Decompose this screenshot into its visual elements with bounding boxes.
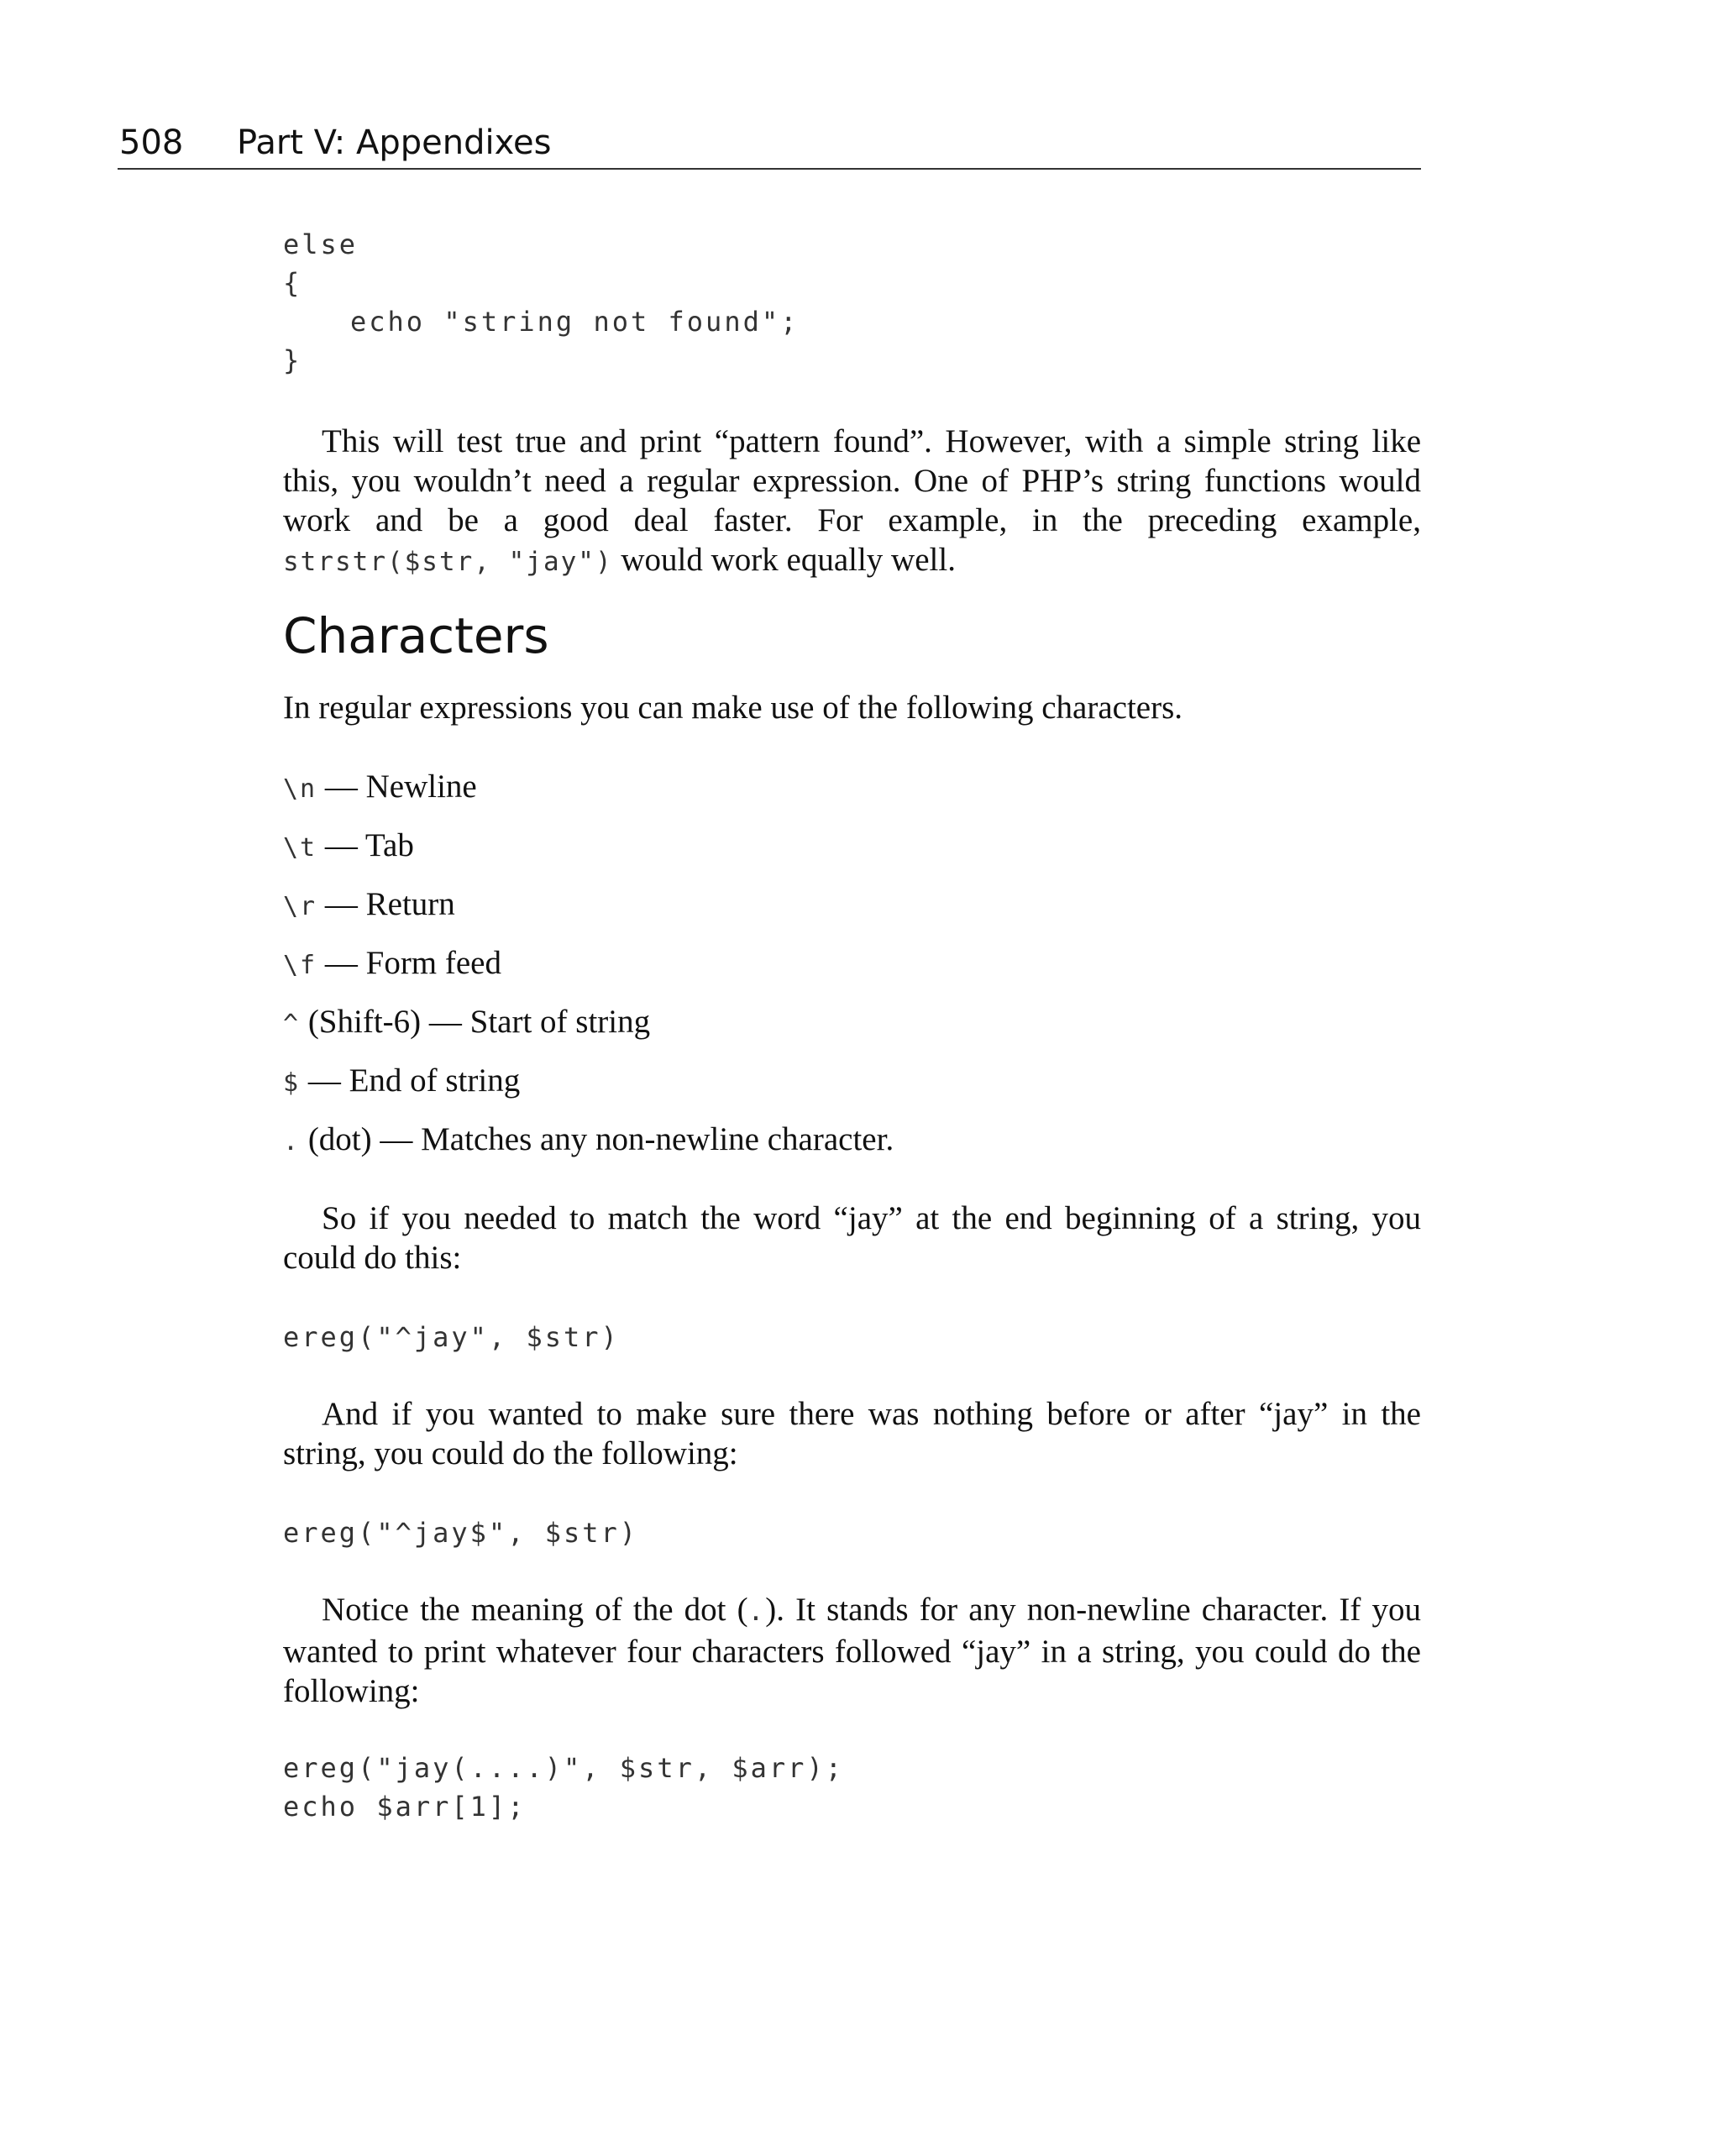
- paragraph-text: would work equally well.: [612, 542, 956, 578]
- char-symbol: .: [283, 1127, 301, 1157]
- paragraph-nothing-before-after: And if you wanted to make sure there was nothing before or after “jay” in the string, you could do the following:: [283, 1396, 1421, 1471]
- code-line: ereg("jay(....)", $str, $arr);: [283, 1752, 844, 1784]
- code-line: ereg("^jay$", $str): [283, 1517, 639, 1549]
- list-item: [283, 1060, 520, 1104]
- list-item: [283, 1119, 894, 1163]
- char-symbol: \f: [283, 951, 317, 980]
- char-symbol: \n: [283, 774, 317, 804]
- char-symbol: \r: [283, 892, 317, 921]
- list-item: [283, 825, 414, 869]
- char-symbol: ^: [283, 1010, 301, 1039]
- section-intro: In regular expressions you can make use of the following characters.: [283, 690, 1183, 726]
- list-item: [283, 1001, 650, 1046]
- code-block-else: [283, 225, 799, 380]
- char-description: — Form feed: [317, 945, 501, 981]
- page-number: 508: [119, 123, 184, 162]
- paragraph-dot-meaning: [283, 1590, 1421, 1711]
- list-item: [283, 942, 501, 987]
- paragraph-match-jay: So if you needed to match the word “jay” at the end beginning of a string, you could do this:: [283, 1200, 1421, 1276]
- code-line: ereg("^jay", $str): [283, 1321, 620, 1353]
- char-symbol: $: [283, 1068, 301, 1098]
- code-line: echo $arr[1];: [283, 1791, 527, 1823]
- list-item: [283, 884, 455, 928]
- list-item: [283, 766, 477, 810]
- paragraph-text: ). It stands for any non-newline character. If you wanted to print whatever four characters followed “jay” in a string, you could do the following:: [283, 1592, 1421, 1709]
- code-line: }: [283, 344, 302, 376]
- code-line: else: [283, 228, 359, 260]
- inline-code: strstr($str, "jay"): [283, 547, 613, 577]
- char-symbol: \t: [283, 833, 317, 863]
- inline-code: .: [747, 1597, 766, 1627]
- char-description: — Return: [317, 886, 455, 922]
- char-description: — Newline: [317, 769, 477, 805]
- paragraph-pattern-found: [283, 422, 1421, 582]
- paragraph-text: Notice the meaning of the dot (: [322, 1592, 748, 1628]
- code-line: {: [283, 267, 302, 299]
- char-description: — End of string: [300, 1062, 521, 1099]
- running-title: Part V: Appendixes: [237, 123, 552, 162]
- char-description: (dot) — Matches any non-newline character.: [300, 1121, 894, 1157]
- code-block-ereg: [283, 1749, 844, 1826]
- page-header: [118, 118, 1421, 170]
- section-heading: Characters: [283, 607, 549, 664]
- paragraph-text: This will test true and print “pattern found”. However, with a simple string like this, you wouldn’t need a regular expression. One of PHP’s string functions would work and be a good deal faster. For example, in the preceding example,: [283, 423, 1421, 538]
- code-line: echo "string not found";: [350, 306, 800, 338]
- char-description: — Tab: [317, 827, 414, 863]
- char-description: (Shift-6) — Start of string: [300, 1004, 651, 1040]
